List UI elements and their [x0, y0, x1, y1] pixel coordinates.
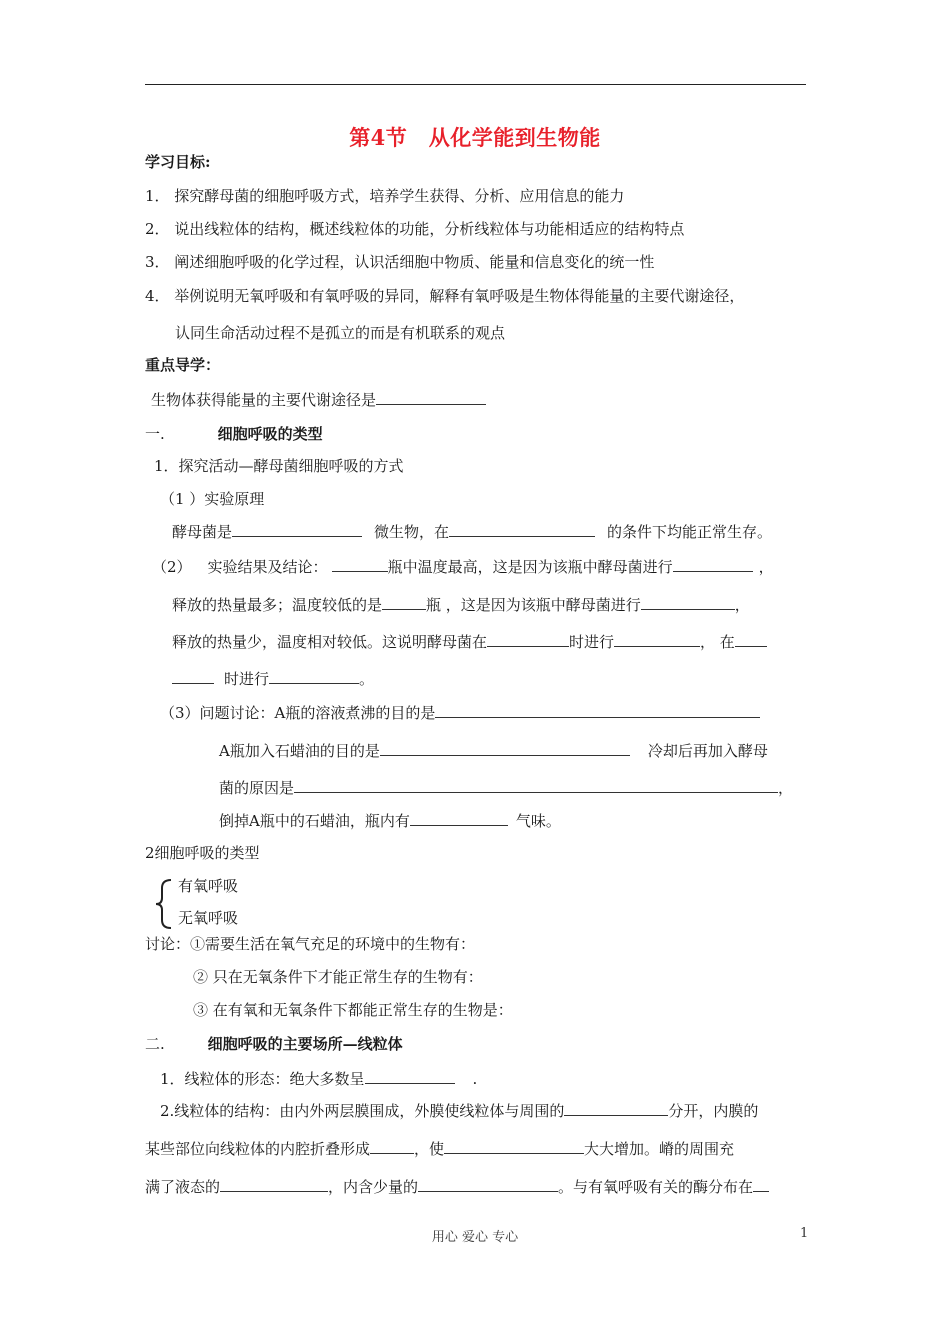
- answer-blank[interactable]: [418, 1176, 558, 1192]
- section-title: 细胞呼吸的类型: [217, 425, 323, 443]
- answer-blank[interactable]: [735, 631, 767, 647]
- principle-label: （1 ）实验原理: [160, 490, 265, 508]
- text: 。与有氧呼吸有关的酶分布在: [558, 1178, 754, 1196]
- answer-blank[interactable]: [564, 1100, 668, 1116]
- answer-blank[interactable]: [332, 556, 388, 572]
- key-heading: 重点导学：: [145, 356, 221, 374]
- answer-blank[interactable]: [365, 1068, 455, 1084]
- goal-item-continued: 认同生命活动过程不是孤立的而是有机联系的观点: [175, 324, 506, 342]
- answer-blank[interactable]: [172, 668, 214, 684]
- header-rule: [145, 84, 806, 85]
- section-title: 细胞呼吸的主要场所—线粒体: [207, 1035, 403, 1053]
- discussion-line-4: [219, 810, 561, 831]
- main-path-text: 生物体获得能量的主要代谢途径是: [151, 391, 377, 409]
- text: ，内含少量的: [328, 1178, 419, 1196]
- answer-blank[interactable]: [487, 631, 569, 647]
- text: 微生物，在: [374, 523, 450, 541]
- types-heading: 2细胞呼吸的类型: [145, 844, 260, 862]
- text: 时进行: [569, 633, 615, 651]
- goal-item: 1． 探究酵母菌的细胞呼吸方式，培养学生获得、分析、应用信息的能力: [145, 187, 625, 205]
- text: 酵母菌是: [172, 523, 233, 541]
- answer-blank[interactable]: [641, 594, 735, 610]
- text: 瓶 ，这是因为该瓶中酵母菌进行: [426, 596, 641, 614]
- answer-blank[interactable]: [370, 1138, 414, 1154]
- goal-item: 3． 阐述细胞呼吸的化学过程，认识活细胞中物质、能量和信息变化的统一性: [145, 253, 655, 271]
- answer-blank[interactable]: [753, 1176, 769, 1192]
- results-line-3: [172, 631, 767, 652]
- discussion-line-2: [219, 740, 768, 761]
- discussion-question-2: ② 只在无氧条件下才能正常生存的生物有：: [193, 968, 483, 986]
- text: （3）问题讨论：A瓶的溶液煮沸的目的是: [160, 704, 436, 722]
- goal-item: 4． 举例说明无氧呼吸和有氧呼吸的异同，解释有氧呼吸是生物体得能量的主要代谢途径，: [145, 287, 745, 305]
- mito-structure-line-3: [145, 1176, 769, 1197]
- type-aerobic: 有氧呼吸: [178, 877, 239, 895]
- discussion-line-1: [160, 702, 760, 723]
- section2-heading: [145, 1034, 403, 1054]
- activity-title: 1．探究活动—酵母菌细胞呼吸的方式: [154, 457, 404, 475]
- answer-blank[interactable]: [294, 777, 778, 793]
- answer-blank[interactable]: [382, 594, 426, 610]
- text: 满了液态的: [145, 1178, 221, 1196]
- text: ，使: [414, 1140, 445, 1158]
- page-footer: 用心 爱心 专心: [431, 1230, 519, 1245]
- principle-line: [172, 521, 772, 542]
- text: A瓶加入石蜡油的目的是: [219, 742, 380, 760]
- left-brace-icon: [154, 878, 174, 930]
- text: .: [472, 1070, 478, 1088]
- text: 分开，内膜的: [668, 1102, 759, 1120]
- text: 某些部位向线粒体的内腔折叠形成: [145, 1140, 371, 1158]
- results-line-4: [172, 668, 374, 689]
- text: 1．线粒体的形态：绝大多数呈: [160, 1070, 365, 1088]
- answer-blank[interactable]: [444, 1138, 584, 1154]
- section-number: 二.: [145, 1035, 165, 1053]
- answer-blank[interactable]: [449, 521, 595, 537]
- text: 时进行: [224, 670, 270, 688]
- answer-blank[interactable]: [380, 740, 630, 756]
- answer-blank[interactable]: [269, 668, 359, 684]
- text: 大大增加。嵴的周围充: [584, 1140, 735, 1158]
- text: ，: [758, 558, 774, 576]
- goals-heading: 学习目标:: [145, 153, 211, 171]
- text: 气味。: [515, 812, 561, 830]
- type-anaerobic: 无氧呼吸: [178, 909, 239, 927]
- results-line: [152, 556, 774, 577]
- main-path-question: [151, 389, 486, 410]
- answer-blank[interactable]: [376, 389, 486, 405]
- text: 释放的热量最多；温度较低的是: [172, 596, 383, 614]
- mito-structure-line-1: [160, 1100, 758, 1121]
- answer-blank[interactable]: [673, 556, 753, 572]
- goal-item: 2． 说出线粒体的结构，概述线粒体的功能，分析线粒体与功能相适应的结构特点: [145, 220, 685, 238]
- mito-structure-line-2: [145, 1138, 734, 1159]
- page-number: 1: [800, 1226, 809, 1241]
- text: 菌的原因是: [219, 779, 295, 797]
- text: 。: [359, 670, 375, 688]
- answer-blank[interactable]: [614, 631, 700, 647]
- discussion-question-3: ③ 在有氧和无氧条件下都能正常生存的生物是：: [193, 1001, 513, 1019]
- text: ， 在: [700, 633, 735, 651]
- answer-blank[interactable]: [232, 521, 362, 537]
- text: 倒掉A瓶中的石蜡油，瓶内有: [219, 812, 410, 830]
- text: ，: [778, 779, 794, 797]
- text: 释放的热量少，温度相对较低。这说明酵母菌在: [172, 633, 488, 651]
- section1-heading: [145, 424, 323, 444]
- page-title: 第4节 从化学能到生物能: [349, 125, 601, 150]
- answer-blank[interactable]: [410, 810, 508, 826]
- text: 实验结果及结论：: [207, 558, 328, 576]
- discussion-question-1: 讨论：①需要生活在氧气充足的环境中的生物有：: [145, 935, 476, 953]
- text: （2）: [152, 558, 192, 576]
- text: 2.线粒体的结构：由内外两层膜围成，外膜使线粒体与周围的: [160, 1102, 565, 1120]
- mito-shape-line: [160, 1068, 477, 1089]
- text: 冷却后再加入酵母: [647, 742, 768, 760]
- text: ，: [734, 596, 750, 614]
- answer-blank[interactable]: [435, 702, 760, 718]
- answer-blank[interactable]: [220, 1176, 328, 1192]
- discussion-line-3: [219, 777, 793, 798]
- results-line-2: [172, 594, 750, 615]
- text: 瓶中温度最高，这是因为该瓶中酵母菌进行: [387, 558, 673, 576]
- text: 的条件下均能正常生存。: [607, 523, 773, 541]
- section-number: 一.: [145, 425, 165, 443]
